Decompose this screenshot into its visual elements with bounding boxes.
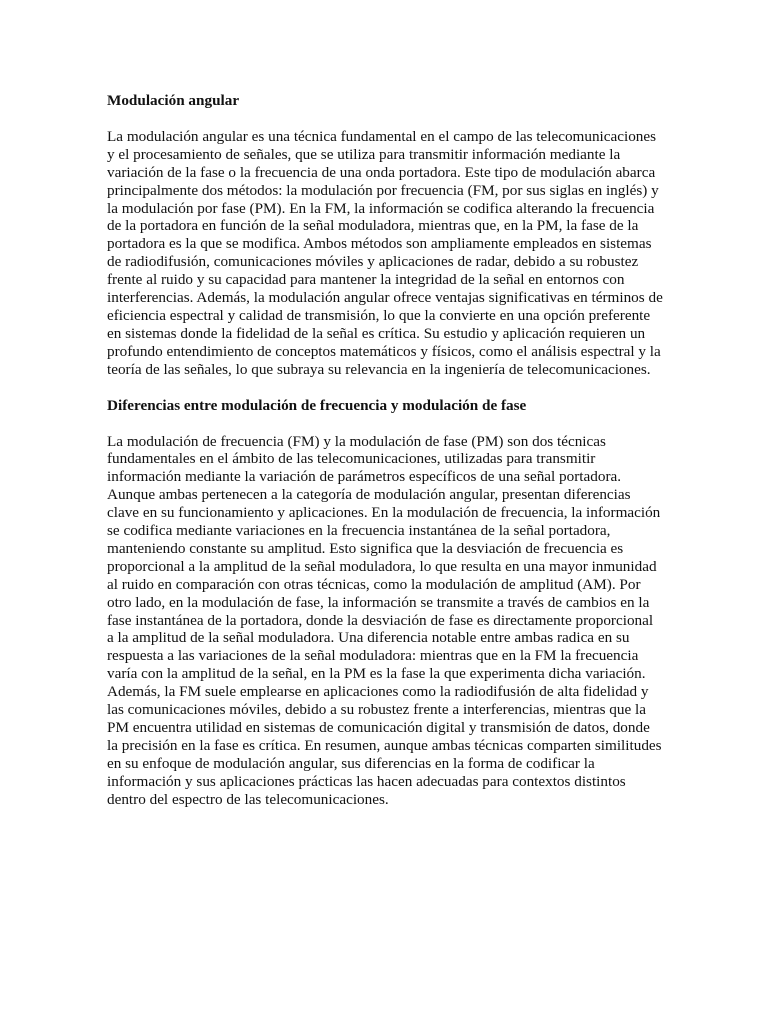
document-title: Modulación angular (107, 92, 240, 109)
section-paragraph: La modulación de frecuencia (FM) y la modulación de fase (PM) son dos técnicas fundamentales en el ámbito de las telecomunicaciones, utilizadas para transmitir información mediante la variación de parámetros específicos de una señal portadora. Aunque ambas pertenecen a la categoría de modulación angular, presentan diferencias clave en su funcionamiento y aplicaciones. En la modulación de frecuencia, la información se codifica mediante variaciones en la frecuencia instantánea de la señal portadora, manteniendo constante su amplitud. Esto significa que la desviación de frecuencia es proporcional a la amplitud de la señal moduladora, lo que resulta en una mayor inmunidad al ruido en comparación con otras técnicas, como la modulación de amplitud (AM). Por otro lado, en la modulación de fase, la información se transmite a través de cambios en la fase instantánea de la portadora, donde la desviación de fase es directamente proporcional a la amplitud de la señal moduladora. Una diferencia notable entre ambas radica en su respuesta a las variaciones de la señal moduladora: mientras que en la FM la frecuencia varía con la amplitud de la señal, en la PM es la fase la que experimenta dicha variación. Además, la FM suele emplearse en aplicaciones como la radiodifusión de alta fidelidad y las comunicaciones móviles, debido a su robustez frente a interferencias, mientras que la PM encuentra utilidad en sistemas de comunicación digital y transmisión de datos, donde la precisión en la fase es crítica. En resumen, aunque ambas técnicas comparten similitudes en su enfoque de modulación angular, sus diferencias en la forma de codificar la información y sus aplicaciones prácticas las hacen adecuadas para contextos distintos dentro del espectro de las telecomunicaciones. (107, 432, 662, 808)
intro-paragraph: La modulación angular es una técnica fundamental en el campo de las telecomunicaciones y el procesamiento de señales, que se utiliza para transmitir información mediante la variación de la fase o la frecuencia de una onda portadora. Este tipo de modulación abarca principalmente dos métodos: la modulación por frecuencia (FM, por sus siglas en inglés) y la modulación por fase (PM). En la FM, la información se codifica alterando la frecuencia de la portadora en función de la señal moduladora, mientras que, en la PM, la fase de la portadora es la que se modifica. Ambos métodos son ampliamente empleados en sistemas de radiodifusión, comunicaciones móviles y aplicaciones de radar, debido a su robustez frente al ruido y su capacidad para mantener la integridad de la señal en entornos con interferencias. Además, la modulación angular ofrece ventajas significativas en términos de eficiencia espectral y calidad de transmisión, lo que la convierte en una opción preferente en sistemas donde la fidelidad de la señal es crítica. Su estudio y aplicación requieren un profundo entendimiento de conceptos matemáticos y físicos, como el análisis espectral y la teoría de las señales, lo que subraya su relevancia en la ingeniería de telecomunicaciones. (107, 127, 663, 378)
document-body (107, 92, 663, 827)
section-title: Diferencias entre modulación de frecuencia y modulación de fase (107, 396, 527, 414)
